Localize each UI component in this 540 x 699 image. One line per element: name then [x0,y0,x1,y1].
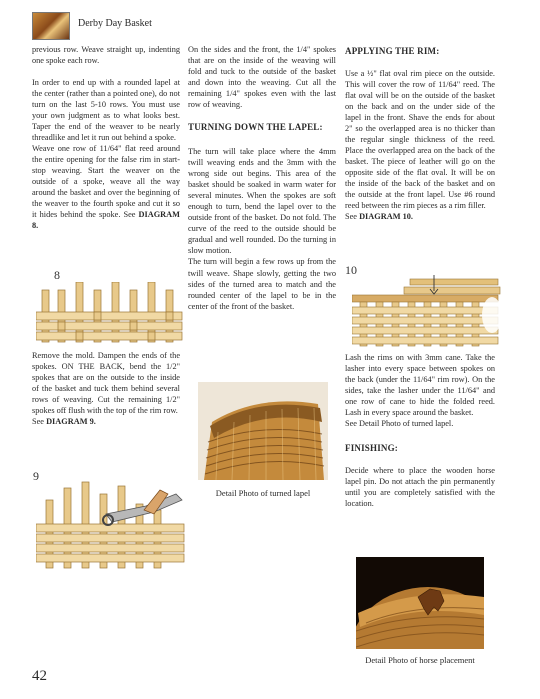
col3-p1-see: See [345,212,360,222]
col1-paragraph-3 [32,143,180,231]
finishing-heading: FINISHING: [345,443,399,454]
page-number: 42 [32,668,47,684]
col1-p3-text: Weave one row of 11/64" flat reed around the entire opening for the false rim in start-stop weaving. Start the weaver on the outside of a spoke, weave all the way around the basket and over the beginning of the weaver to the fourth spoke and cut it so it hides behind the spoke. See [32,144,180,220]
turning-down-lapel-heading: TURNING DOWN THE LAPEL: [188,122,323,133]
diagram-8-label: 8 [54,268,60,282]
col3-p1-text: Use a ½" flat oval rim piece on the outside. This will cover the row of 11/64" reed. The flat oval will be on the outside of the basket on the back and on the under side of the lapel in the front. Shave the ends for about 2" so the overlapped area is no thicker than the regular single thickness of the reed. Place the overlapped area on the back of the basket. The piece of leather will go on the opposite side of the flat oval. It will be on the inside of the back of the basket and on the outside at the front lapel. Use #6 round reed between the rim pieces as a rim filler. [345,68,495,211]
column-3-lower [345,352,495,515]
diagram-8 [36,282,186,344]
turned-lapel-caption: Detail Photo of turned lapel [215,488,311,498]
col3-paragraph-2: Lash the rims on with 3mm cane. Take the lasher into every space between spokes on the back (under the 11/64" rim row). On the sides, take the lasher under the 11/64" and one row of cane to hide the folded reed. Lash in every space around the basket. [345,353,495,418]
diagram-10-reference: DIAGRAM 10. [359,212,413,222]
col2-paragraph-2: The turn will take place where the 4mm twill weaving ends and the 3mm with the wrong side out begins. This area of the basket should be soaked in warm water for several minutes. When the spokes are soft enough to turn, bend the lapel over to the outside front of the basket. Do not fold. The curve of the reed to the outside should be gradual and well rounded. Do the turning in slow motion. [188,147,336,256]
col1-paragraph-4 [32,350,180,427]
col1-p4-see: See [32,417,47,427]
diagram-9 [36,480,186,570]
col1-paragraph-2: In order to end up with a rounded lapel at the center (rather than a pointed one), do not turn on the last 5-10 rows. You must use your own judgment as to what looks best. Taper the end of the weaver to be nearly threadlike and let it run out behind a spoke. [32,78,180,143]
column-1 [32,44,180,238]
column-1-lower [32,350,180,427]
weaver-row [36,312,182,320]
col3-paragraph-1 [345,68,495,222]
turned-lapel-photo [198,382,328,480]
basket-logo [32,12,70,40]
column-2 [188,44,336,318]
horse-placement-photo [356,557,484,649]
scissors-blade [106,494,182,522]
diagram-10 [352,275,502,347]
horse-placement-caption: Detail Photo of horse placement [365,655,475,665]
col1-p4-text: Remove the mold. Dampen the ends of the spokes. ON THE BACK, bend the 1/2" spokes that are on the outside to the inside of the basket and tuck them behind several rows of weaving. Cut the remaining 1/2" spokes off flush with the top of the rim row. [32,351,180,416]
header-title: Derby Day Basket [78,18,152,29]
col3-paragraph-3: Decide where to place the wooden horse lapel pin. Do not attach the pin permanently until you are completely satisfied with the location. [345,466,495,509]
diagram-9-label: 9 [33,469,39,483]
diagram-8-reference: DIAGRAM 8. [32,210,180,231]
col3-paragraph-2b: See Detail Photo of turned lapel. [345,419,454,429]
col2-paragraph-3: The turn will begin a few rows up from the twill weave. Shape slowly, getting the two sides of the turned area to match and the rounded center of the lapel to be in the center of the front of the basket. [188,257,336,311]
weaver-row [36,332,182,340]
diagram-10-label: 10 [345,263,357,277]
column-3 [345,44,495,228]
col2-paragraph-1: On the sides and the front, the 1/4" spokes that are on the inside of the weaving will fold and tuck to the outside of the basket and down into the weaving. Cut all the remaining 1/4" spokes even with the last row of weaving. [188,45,336,110]
diagram-9-reference: DIAGRAM 9. [46,417,96,427]
applying-rim-heading: APPLYING THE RIM: [345,46,440,56]
col1-paragraph-1: previous row. Weave straight up, indenting one spoke each row. [32,45,180,66]
